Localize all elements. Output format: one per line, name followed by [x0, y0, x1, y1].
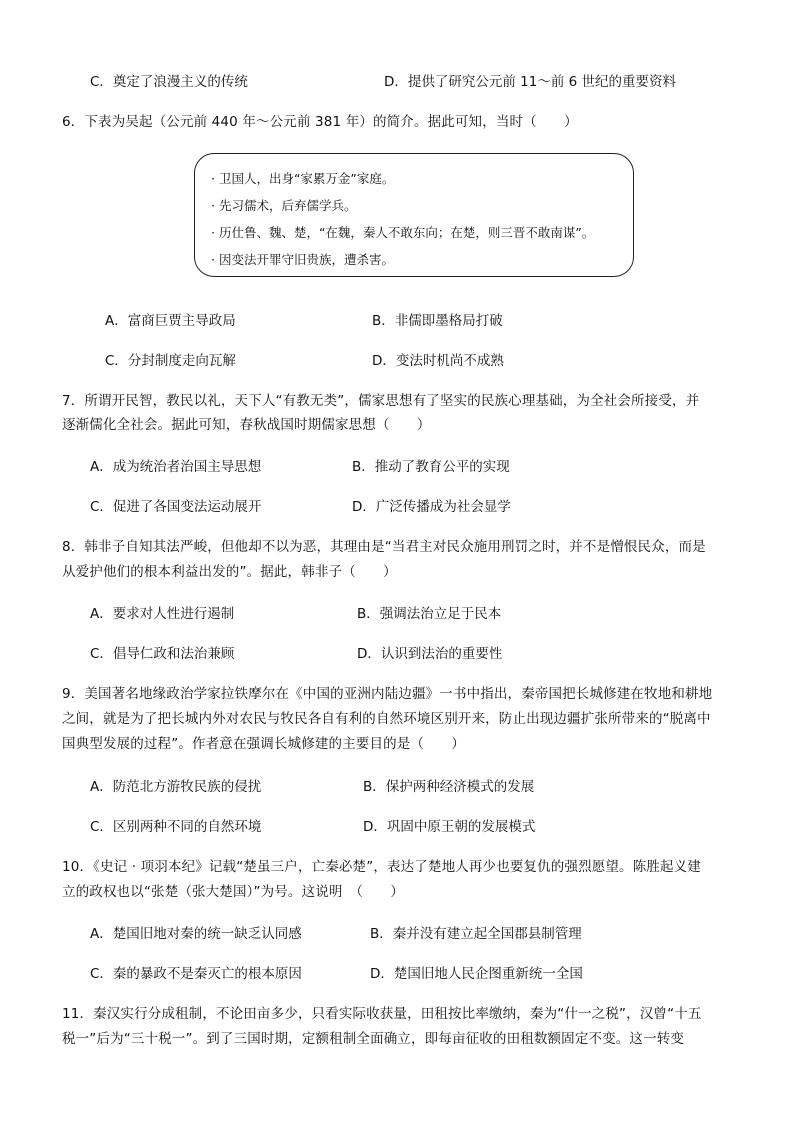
q7-stem-line-1: 7．所谓开民智，教民以礼，天下人“有教无类”，儒家思想有了坚实的民族心理基础，为全社会所接受，并: [62, 393, 700, 409]
q8-option-b[interactable]: B．强调法治立足于民本: [357, 606, 502, 622]
q9-option-d[interactable]: D．巩固中原王朝的发展模式: [363, 819, 536, 835]
q6-option-c[interactable]: C．分封制度走向瓦解: [105, 353, 236, 369]
q6-box-line-3: · 历仕鲁、魏、楚，“在魏，秦人不敢东向；在楚，则三晋不敢南谋”。: [211, 225, 595, 240]
q8-stem-line-2: 从爱护他们的根本利益出发的”。据此，韩非子（ ）: [62, 564, 397, 580]
q8-option-d[interactable]: D．认识到法治的重要性: [357, 646, 503, 662]
q8-option-c[interactable]: C．倡导仁政和法治兼顾: [90, 646, 235, 662]
q8-stem-line-1: 8．韩非子自知其法严峻，但他却不以为恶，其理由是“当君主对民众施用刑罚之时，并不是憎恨民众，而是: [62, 539, 706, 555]
q10-option-a[interactable]: A．楚国旧地对秦的统一缺乏认同感: [90, 926, 302, 942]
q11-stem-line-2: 税一”后为“三十税一”。到了三国时期，定额租制全面确立，即每亩征收的田租数额固定不变。这一转变: [62, 1031, 685, 1047]
q6-option-b[interactable]: B．非儒即墨格局打破: [372, 313, 503, 329]
q10-stem-line-1: 10．《史记 · 项羽本纪》记载“楚虽三户，亡秦必楚”，表达了楚地人再少也要复仇的强烈愿望。陈胜起义建: [62, 859, 701, 875]
q9-option-a[interactable]: A．防范北方游牧民族的侵扰: [90, 779, 262, 795]
q6-box-line-1: · 卫国人，出身“家累万金”家庭。: [211, 171, 395, 186]
q10-stem-line-2: 立的政权也以“张楚（张大楚国）”为号。这说明 （ ）: [62, 884, 405, 900]
q6-option-a[interactable]: A．富商巨贾主导政局: [105, 313, 236, 329]
q5-option-d[interactable]: D．提供了研究公元前 11～前 6 世纪的重要资料: [384, 74, 677, 90]
q5-option-c[interactable]: C．奠定了浪漫主义的传统: [90, 74, 248, 90]
q9-option-b[interactable]: B．保护两种经济模式的发展: [363, 779, 535, 795]
q7-option-a[interactable]: A．成为统治者治国主导思想: [90, 459, 262, 475]
q6-box-line-4: · 因变法开罪守旧贵族，遭杀害。: [211, 252, 394, 267]
q7-option-d[interactable]: D．广泛传播成为社会显学: [352, 499, 511, 515]
q9-stem-line-1: 9．美国著名地缘政治学家拉铁摩尔在《中国的亚洲内陆边疆》一书中指出，秦帝国把长城修建在牧地和耕地: [62, 686, 713, 702]
q6-box-line-2: · 先习儒术，后弃儒学兵。: [211, 198, 357, 213]
q9-option-c[interactable]: C．区别两种不同的自然环境: [90, 819, 262, 835]
q7-stem-line-2: 逐渐儒化全社会。据此可知，春秋战国时期儒家思想（ ）: [62, 417, 431, 433]
q6-stem: 6．下表为吴起（公元前 440 年～公元前 381 年）的简介。据此可知，当时（ ）: [62, 114, 578, 130]
q8-option-a[interactable]: A．要求对人性进行遏制: [90, 606, 235, 622]
q9-stem-line-2: 之间，就是为了把长城内外对农民与牧民各自有利的自然环境区别开来，防止出现边疆扩张所带来的“脱离中: [62, 711, 711, 727]
q6-option-d[interactable]: D．变法时机尚不成熟: [372, 353, 504, 369]
q10-option-d[interactable]: D．楚国旧地人民企图重新统一全国: [370, 966, 583, 982]
q7-option-b[interactable]: B．推动了教育公平的实现: [352, 459, 510, 475]
q6-info-box: [194, 153, 634, 277]
q10-option-c[interactable]: C．秦的暴政不是秦灭亡的根本原因: [90, 966, 302, 982]
q9-stem-line-3: 国典型发展的过程”。作者意在强调长城修建的主要目的是（ ）: [62, 736, 465, 752]
q10-option-b[interactable]: B．秦并没有建立起全国郡县制管理: [370, 926, 582, 942]
q11-stem-line-1: 11．秦汉实行分成租制，不论田亩多少，只看实际收获量，田租按比率缴纳，秦为“什一之税”，汉曾“十五: [62, 1006, 702, 1022]
q7-option-c[interactable]: C．促进了各国变法运动展开: [90, 499, 262, 515]
